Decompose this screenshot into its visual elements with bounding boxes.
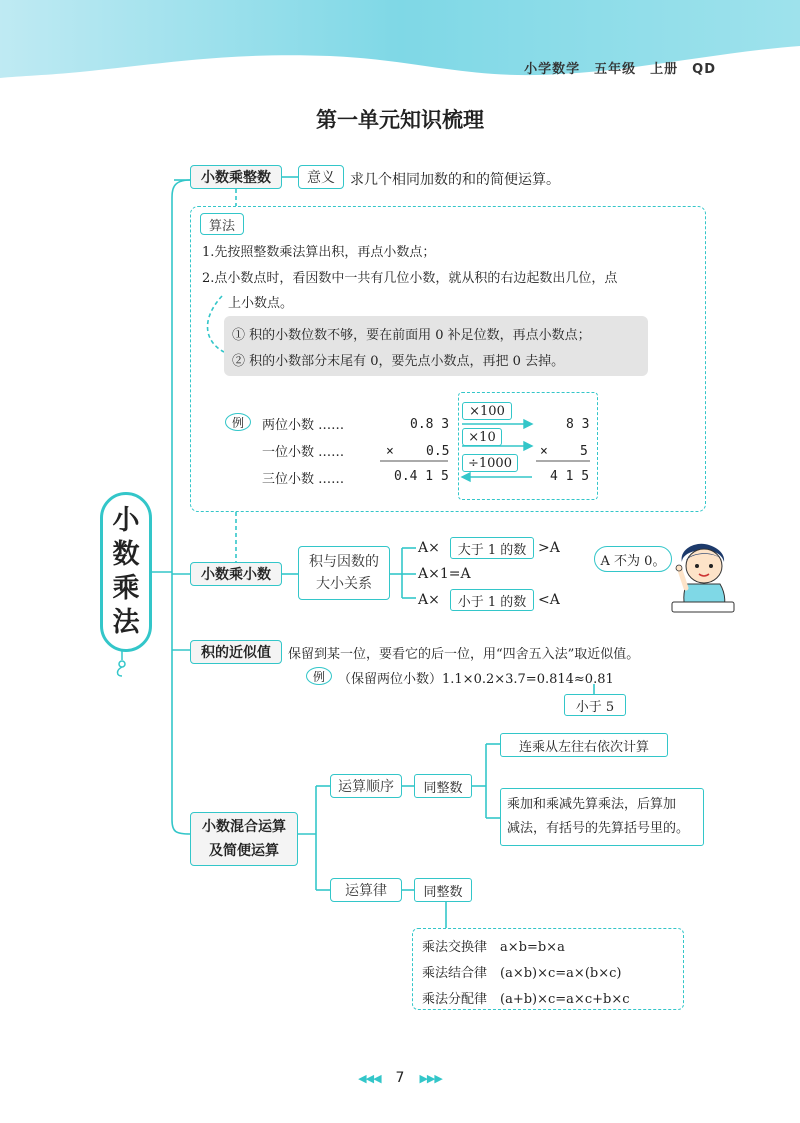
header-subject: 小学数学 五年级 上册 QD (524, 62, 716, 77)
int-factor-1: 8 3 (566, 417, 590, 432)
mixed-ops-line-1: 小数混合运算 (202, 819, 286, 835)
same-as-integer-2: 同整数 (414, 878, 472, 902)
example-row3-label: 三位小数 …… (262, 472, 345, 487)
page-number: 7 (395, 1070, 405, 1086)
example-row2-label: 一位小数 …… (262, 445, 345, 460)
example-product: 0.4 1 5 (394, 469, 449, 484)
rule-greater-prefix: A× (418, 540, 440, 556)
example-factor-1: 0.8 3 (410, 417, 450, 432)
op-times-10: ×10 (462, 428, 502, 446)
pendant-ornament (112, 650, 132, 678)
branch-decimal-times-integer: 小数乘整数 (190, 165, 282, 189)
rule-less-suffix: <A (538, 592, 560, 608)
rule-less-box: 小于 1 的数 (450, 589, 534, 611)
algorithm-step-1: 1.先按照整数乘法算出积，再点小数点； (202, 245, 436, 260)
meaning-tag: 意义 (298, 165, 344, 189)
algorithm-step-2-cont: 上小数点。 (228, 296, 294, 311)
chapter-char-2: 数 (112, 539, 140, 570)
relation-tag (298, 546, 390, 600)
operation-order-tag: 运算顺序 (330, 774, 402, 798)
page-footer (0, 1070, 800, 1086)
example-row1-label: 两位小数 …… (262, 418, 345, 433)
chapter-char-1: 小 (112, 505, 140, 536)
relation-line-2: 大小关系 (316, 576, 372, 592)
chapter-title-vertical (100, 492, 152, 652)
order-rule-2-line-2: 减法，有括号的先算括号里的。 (507, 821, 690, 836)
note-2: ② 积的小数部分末尾有 0，要先点小数点，再把 0 去掉。 (232, 354, 565, 369)
branch-approximate-product: 积的近似值 (190, 640, 282, 664)
distributive-law: 乘法分配律 (a+b)×c=a×c+b×c (422, 992, 630, 1007)
example-marker: 例 (225, 413, 251, 431)
operation-law-tag: 运算律 (330, 878, 402, 902)
condition-bubble: A 不为 0。 (594, 546, 672, 572)
example-times-sign: × (386, 444, 394, 459)
note-1: ① 积的小数位数不够，要在前面用 0 补足位数，再点小数点； (232, 328, 591, 343)
left-arrows-icon: ◀◀◀ (358, 1072, 381, 1085)
rule-greater-box: 大于 1 的数 (450, 537, 534, 559)
branch-mixed-operations (190, 812, 298, 866)
right-arrows-icon: ▶▶▶ (419, 1072, 442, 1085)
commutative-law: 乘法交换律 a×b=b×a (422, 940, 565, 955)
order-rule-1: 连乘从左往右依次计算 (500, 733, 668, 757)
algorithm-tag: 算法 (200, 213, 244, 235)
rule-less-prefix: A× (418, 592, 440, 608)
cartoon-student-illustration (668, 540, 738, 616)
chapter-char-3: 乘 (112, 573, 140, 604)
int-product: 4 1 5 (550, 469, 590, 484)
less-than-5-note: 小于 5 (564, 694, 626, 716)
example-factor-2: 0.5 (426, 444, 450, 459)
op-times-100: ×100 (462, 402, 512, 420)
chapter-char-4: 法 (112, 607, 140, 638)
rule-equal: A×1=A (418, 566, 471, 582)
int-factor-2: 5 (580, 444, 588, 459)
relation-line-1: 积与因数的 (309, 554, 379, 570)
page-title: 第一单元知识梳理 (316, 108, 484, 132)
order-rule-2 (500, 788, 704, 846)
rule-greater-suffix: >A (538, 540, 560, 556)
approximation-example: （保留两位小数）1.1×0.2×3.7=0.814≈0.81 (338, 672, 614, 687)
order-rule-2-line-1: 乘加和乘减先算乘法，后算加 (507, 797, 677, 812)
meaning-text: 求几个相同加数的和的简便运算。 (350, 172, 560, 188)
op-divide-1000: ÷1000 (462, 454, 518, 472)
example-marker-2: 例 (306, 667, 332, 685)
branch-decimal-times-decimal: 小数乘小数 (190, 562, 282, 586)
same-as-integer-1: 同整数 (414, 774, 472, 798)
approximation-rule: 保留到某一位，要看它的后一位，用“四舍五入法”取近似值。 (288, 647, 640, 662)
int-times-sign: × (540, 444, 548, 459)
mixed-ops-line-2: 及简便运算 (209, 843, 279, 859)
algorithm-step-2: 2.点小数点时，看因数中一共有几位小数，就从积的右边起数出几位，点 (202, 271, 618, 286)
associative-law: 乘法结合律 (a×b)×c=a×(b×c) (422, 966, 622, 981)
